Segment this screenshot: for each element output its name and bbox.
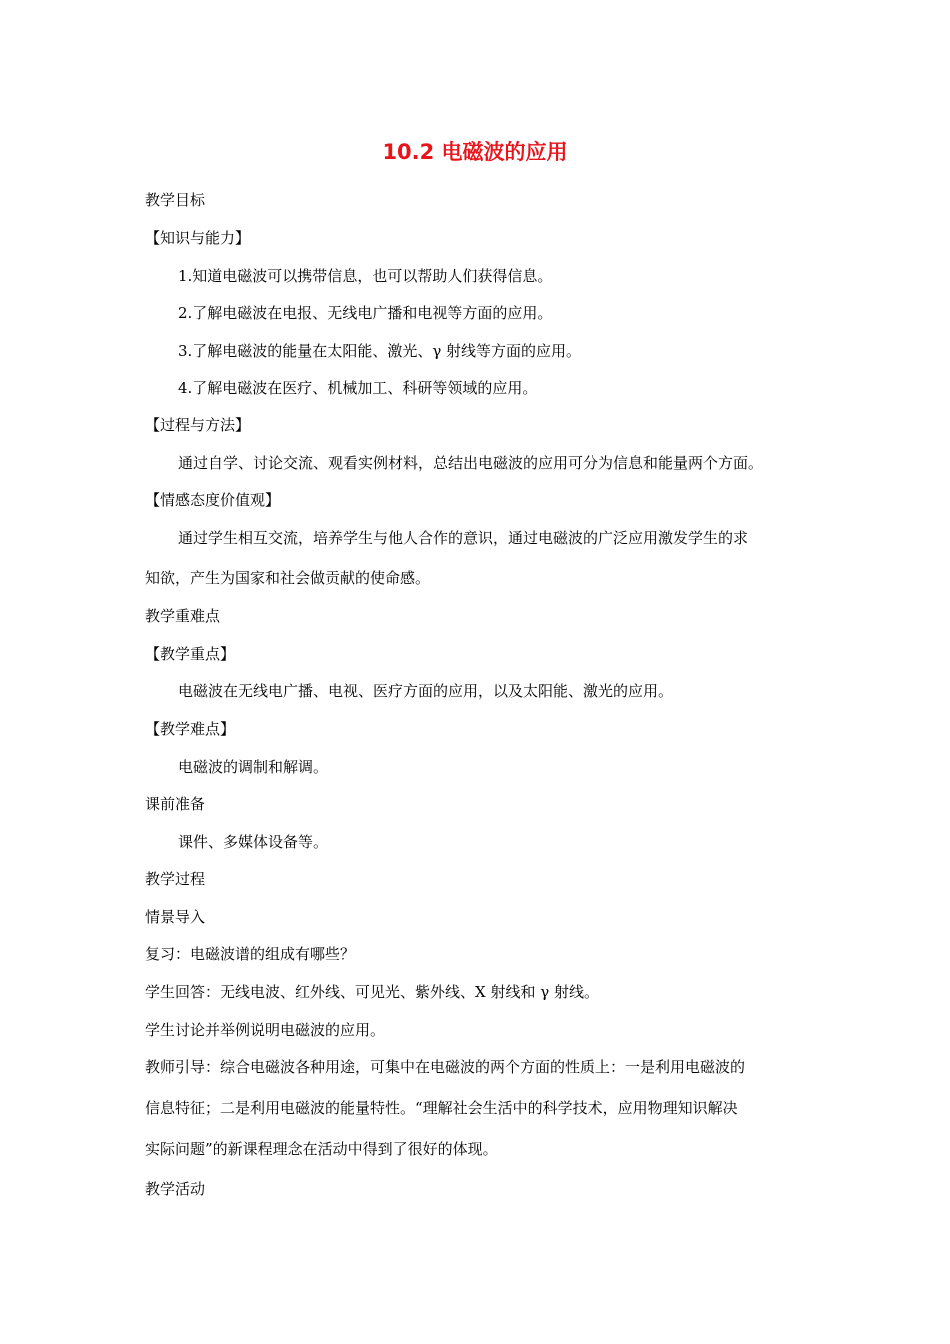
subheading-process-method: 【过程与方法】 [145, 416, 251, 434]
subheading-knowledge-ability: 【知识与能力】 [145, 229, 251, 247]
section-heading-teaching-goals: 教学目标 [145, 191, 206, 209]
section-heading-preparation: 课前准备 [145, 795, 206, 813]
section-heading-teaching-process: 教学过程 [145, 870, 206, 888]
emotion-text-line-1: 通过学生相互交流，培养学生与他人合作的意识，通过电磁波的广泛应用激发学生的求 [178, 529, 749, 547]
preparation-text: 课件、多媒体设备等。 [178, 833, 329, 851]
goal-item-3: 3.了解电磁波的能量在太阳能、激光、γ 射线等方面的应用。 [178, 342, 582, 360]
subheading-key-points: 【教学重点】 [145, 645, 236, 663]
section-heading-scene-intro: 情景导入 [145, 908, 206, 926]
student-answer: 学生回答：无线电波、红外线、可见光、紫外线、X 射线和 γ 射线。 [145, 983, 599, 1001]
goal-item-1: 1.知道电磁波可以携带信息，也可以帮助人们获得信息。 [178, 267, 553, 285]
page-title: 10.2 电磁波的应用 [382, 140, 568, 164]
goal-item-2: 2.了解电磁波在电报、无线电广播和电视等方面的应用。 [178, 304, 553, 322]
difficult-points-text: 电磁波的调制和解调。 [178, 758, 329, 776]
goal-item-4: 4.了解电磁波在医疗、机械加工、科研等领域的应用。 [178, 379, 538, 397]
teacher-guide-line-2: 信息特征；二是利用电磁波的能量特性。“理解社会生活中的科学技术，应用物理知识解决 [145, 1099, 738, 1117]
section-heading-key-difficult-points: 教学重难点 [145, 607, 221, 625]
student-discussion: 学生讨论并举例说明电磁波的应用。 [145, 1021, 386, 1039]
process-method-text: 通过自学、讨论交流、观看实例材料，总结出电磁波的应用可分为信息和能量两个方面。 [178, 454, 764, 472]
review-question: 复习：电磁波谱的组成有哪些？ [145, 945, 356, 963]
emotion-text-line-2: 知欲，产生为国家和社会做贡献的使命感。 [145, 569, 431, 587]
subheading-difficult-points: 【教学难点】 [145, 720, 236, 738]
section-heading-teaching-activity: 教学活动 [145, 1180, 206, 1198]
key-points-text: 电磁波在无线电广播、电视、医疗方面的应用，以及太阳能、激光的应用。 [178, 682, 674, 700]
teacher-guide-line-1: 教师引导：综合电磁波各种用途，可集中在电磁波的两个方面的性质上：一是利用电磁波的 [145, 1058, 746, 1076]
subheading-emotion-attitude: 【情感态度价值观】 [145, 491, 281, 509]
teacher-guide-line-3: 实际问题”的新课程理念在活动中得到了很好的体现。 [145, 1140, 498, 1158]
